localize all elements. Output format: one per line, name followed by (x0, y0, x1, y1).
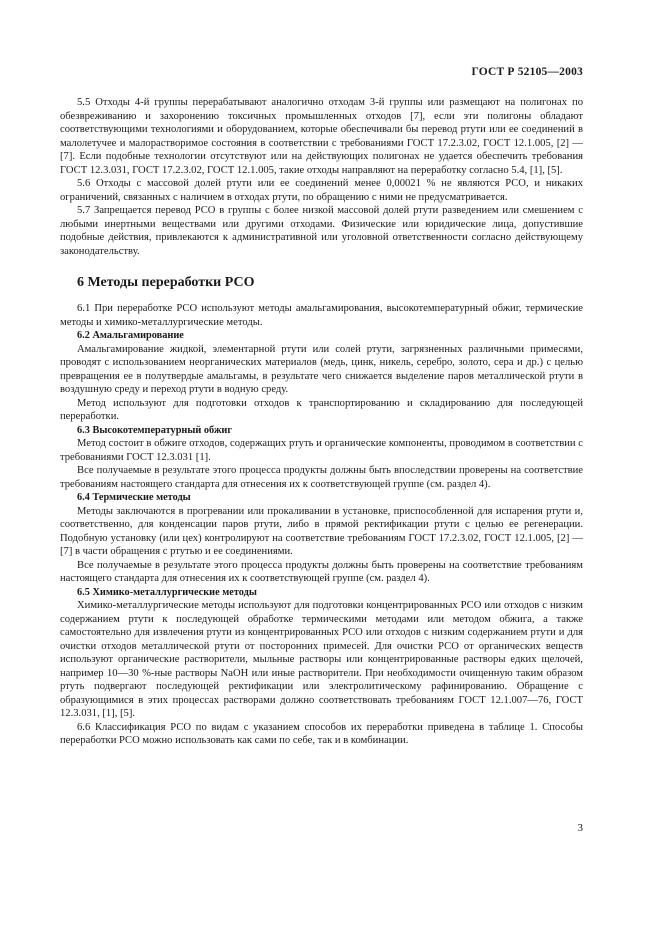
paragraph-6-4a: Методы заключаются в прогревании или прокаливании в установке, приспособленной для испарения ртути и, соответственно, для конденсации паров ртути, либо в прямой ректификации ртути с целью ее регенерации. Подобную установку (или цех) контролируют на соответствие требованиям ГОСТ 17.2.3.02, ГОСТ 12.1.005, [2] — [7] в части обращения с ртутью и ее соединениями. (60, 505, 583, 557)
paragraph-5-5: 5.5 Отходы 4-й группы перерабатывают аналогично отходам 3-й группы или размещают на полигонах по обезвреживанию и захоронению токсичных промышленных отходов [7], если эти полигоны обладают соответствующими технологиями и оборудованием, которые обеспечивали бы перевод ртути или ее соединений в малолетучее и малорастворимое состояния в соответствии с требованиями ГОСТ 17.2.3.02, ГОСТ 12.1.005, [2] — [7]. Если подобные технологии отсутствуют или на действующих полигонах не удается обеспечить требования ГОСТ 12.3.031, ГОСТ 17.2.3.02, ГОСТ 12.1.005, такие отходы направляют на переработку согласно 5.4, [1], [5]. (60, 97, 583, 176)
subheading-6-4: 6.4 Термические методы (77, 492, 191, 503)
paragraph-6-2a: Амальгамирование жидкой, элементарной ртути или солей ртути, загрязненных различными примесями, проводят с использованием неорганических материалов (медь, цинк, никель, серебро, золото, сера и др.) с целью превращения ее в полутвердые амальгамы, в результате чего снижается выделение паров металлической ртути в воздушную среду и переход ртути в водную среду. (60, 343, 583, 395)
paragraph-6-1: 6.1 При переработке РСО используют методы амальгамирования, высокотемпературный обжиг, термические методы и химико-металлургические методы. (60, 303, 583, 328)
paragraph-6-3b: Все получаемые в результате этого процесса продукты должны быть впоследствии проверены на соответствие требованиям настоящего стандарта для отнесения их к соответствующей группе (см. раздел 4). (60, 465, 583, 490)
paragraph-6-3a: Метод состоит в обжиге отходов, содержащих ртуть и органические компоненты, проводимом в соответствии с требованиями ГОСТ 12.3.031 [1]. (60, 438, 583, 463)
subheading-6-2: 6.2 Амальгамирование (77, 330, 184, 341)
paragraph-6-5: Химико-металлургические методы используют для подготовки концентрированных РСО или отходов с низким содержанием ртути к последующей обработке термическими методами или методом обжига, а также самостоятельно для извлечения ртути из концентрированных РСО или отходов с низким содержанием ртути и для очистки отходов металлической ртути от посторонних примесей. Для очистки РСО от органических веществ используют органические растворители, мыльные растворы или концентрированные растворы едких щелочей, например 10—30 %-ные растворы NaOH или иные растворители. При необходимости очищенную таким образом ртуть подвергают последующей ректификации или электролитическому рафинированию. Обращение с образующимися в этих процессах растворами должно соответствовать требованиям ГОСТ 12.1.007—76, ГОСТ 12.3.031, [1], [5]. (60, 600, 583, 719)
document-header: ГОСТ Р 52105—2003 (471, 66, 583, 78)
paragraph-5-7: 5.7 Запрещается перевод РСО в группы с более низкой массовой долей ртути разведением или смешением с любыми инертными веществами или другими отходами. Физические или юридические лица, допустившие подобные действия, привлекаются к административной или уголовной ответственности согласно действующему законодательству. (60, 205, 583, 257)
paragraph-6-6: 6.6 Классификация РСО по видам с указанием способов их переработки приведена в таблице 1. Способы переработки РСО можно использовать как сами по себе, так и в комбинации. (60, 721, 583, 746)
document-body (60, 96, 583, 748)
paragraph-6-2b: Метод используют для подготовки отходов к транспортированию и складированию для последующей переработки. (60, 397, 583, 422)
section-title: 6 Методы переработки РСО (77, 275, 255, 290)
page-number: 3 (577, 822, 583, 834)
paragraph-6-4b: Все получаемые в результате этого процесса продукты должны быть проверены на соответствие требованиям настоящего стандарта для отнесения их к соответствующей группе (см. раздел 4). (60, 559, 583, 584)
subheading-6-3: 6.3 Высокотемпературный обжиг (77, 424, 233, 436)
paragraph-5-6: 5.6 Отходы с массовой долей ртути или ее соединений менее 0,00021 % не являются РСО, и никаких ограничений, связанных с наличием в отходах ртути, по обращению с ними не предусматривается. (60, 178, 583, 203)
subheading-6-5: 6.5 Химико-металлургические методы (77, 586, 257, 598)
